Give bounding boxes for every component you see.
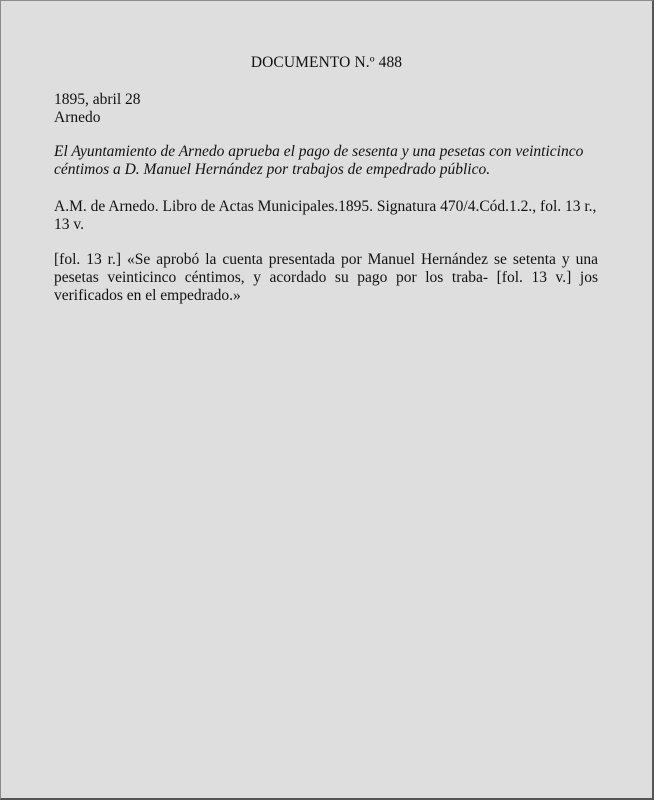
document-transcription: [fol. 13 r.] «Se aprobó la cuenta presentada por Manuel Hernández se setenta y una pesetas veinticinco céntimos, y acordado su pago por los traba- [fol. 13 v.] jos verificados en el empedrado.» bbox=[54, 251, 598, 304]
document-heading: DOCUMENTO N.º 488 bbox=[250, 54, 403, 71]
document-source: A.M. de Arnedo. Libro de Actas Municipales.1895. Signatura 470/4.Cód.1.2., fol. 13 r., 13 v. bbox=[54, 198, 597, 233]
document-place: Arnedo bbox=[54, 109, 101, 126]
document-summary: El Ayuntamiento de Arnedo aprueba el pago de sesenta y una pesetas con veinticinco céntimos a D. Manuel Hernández por trabajos de empedrado público. bbox=[54, 143, 584, 178]
document-date: 1895, abril 28 bbox=[54, 91, 141, 108]
date-place-block bbox=[54, 91, 598, 127]
